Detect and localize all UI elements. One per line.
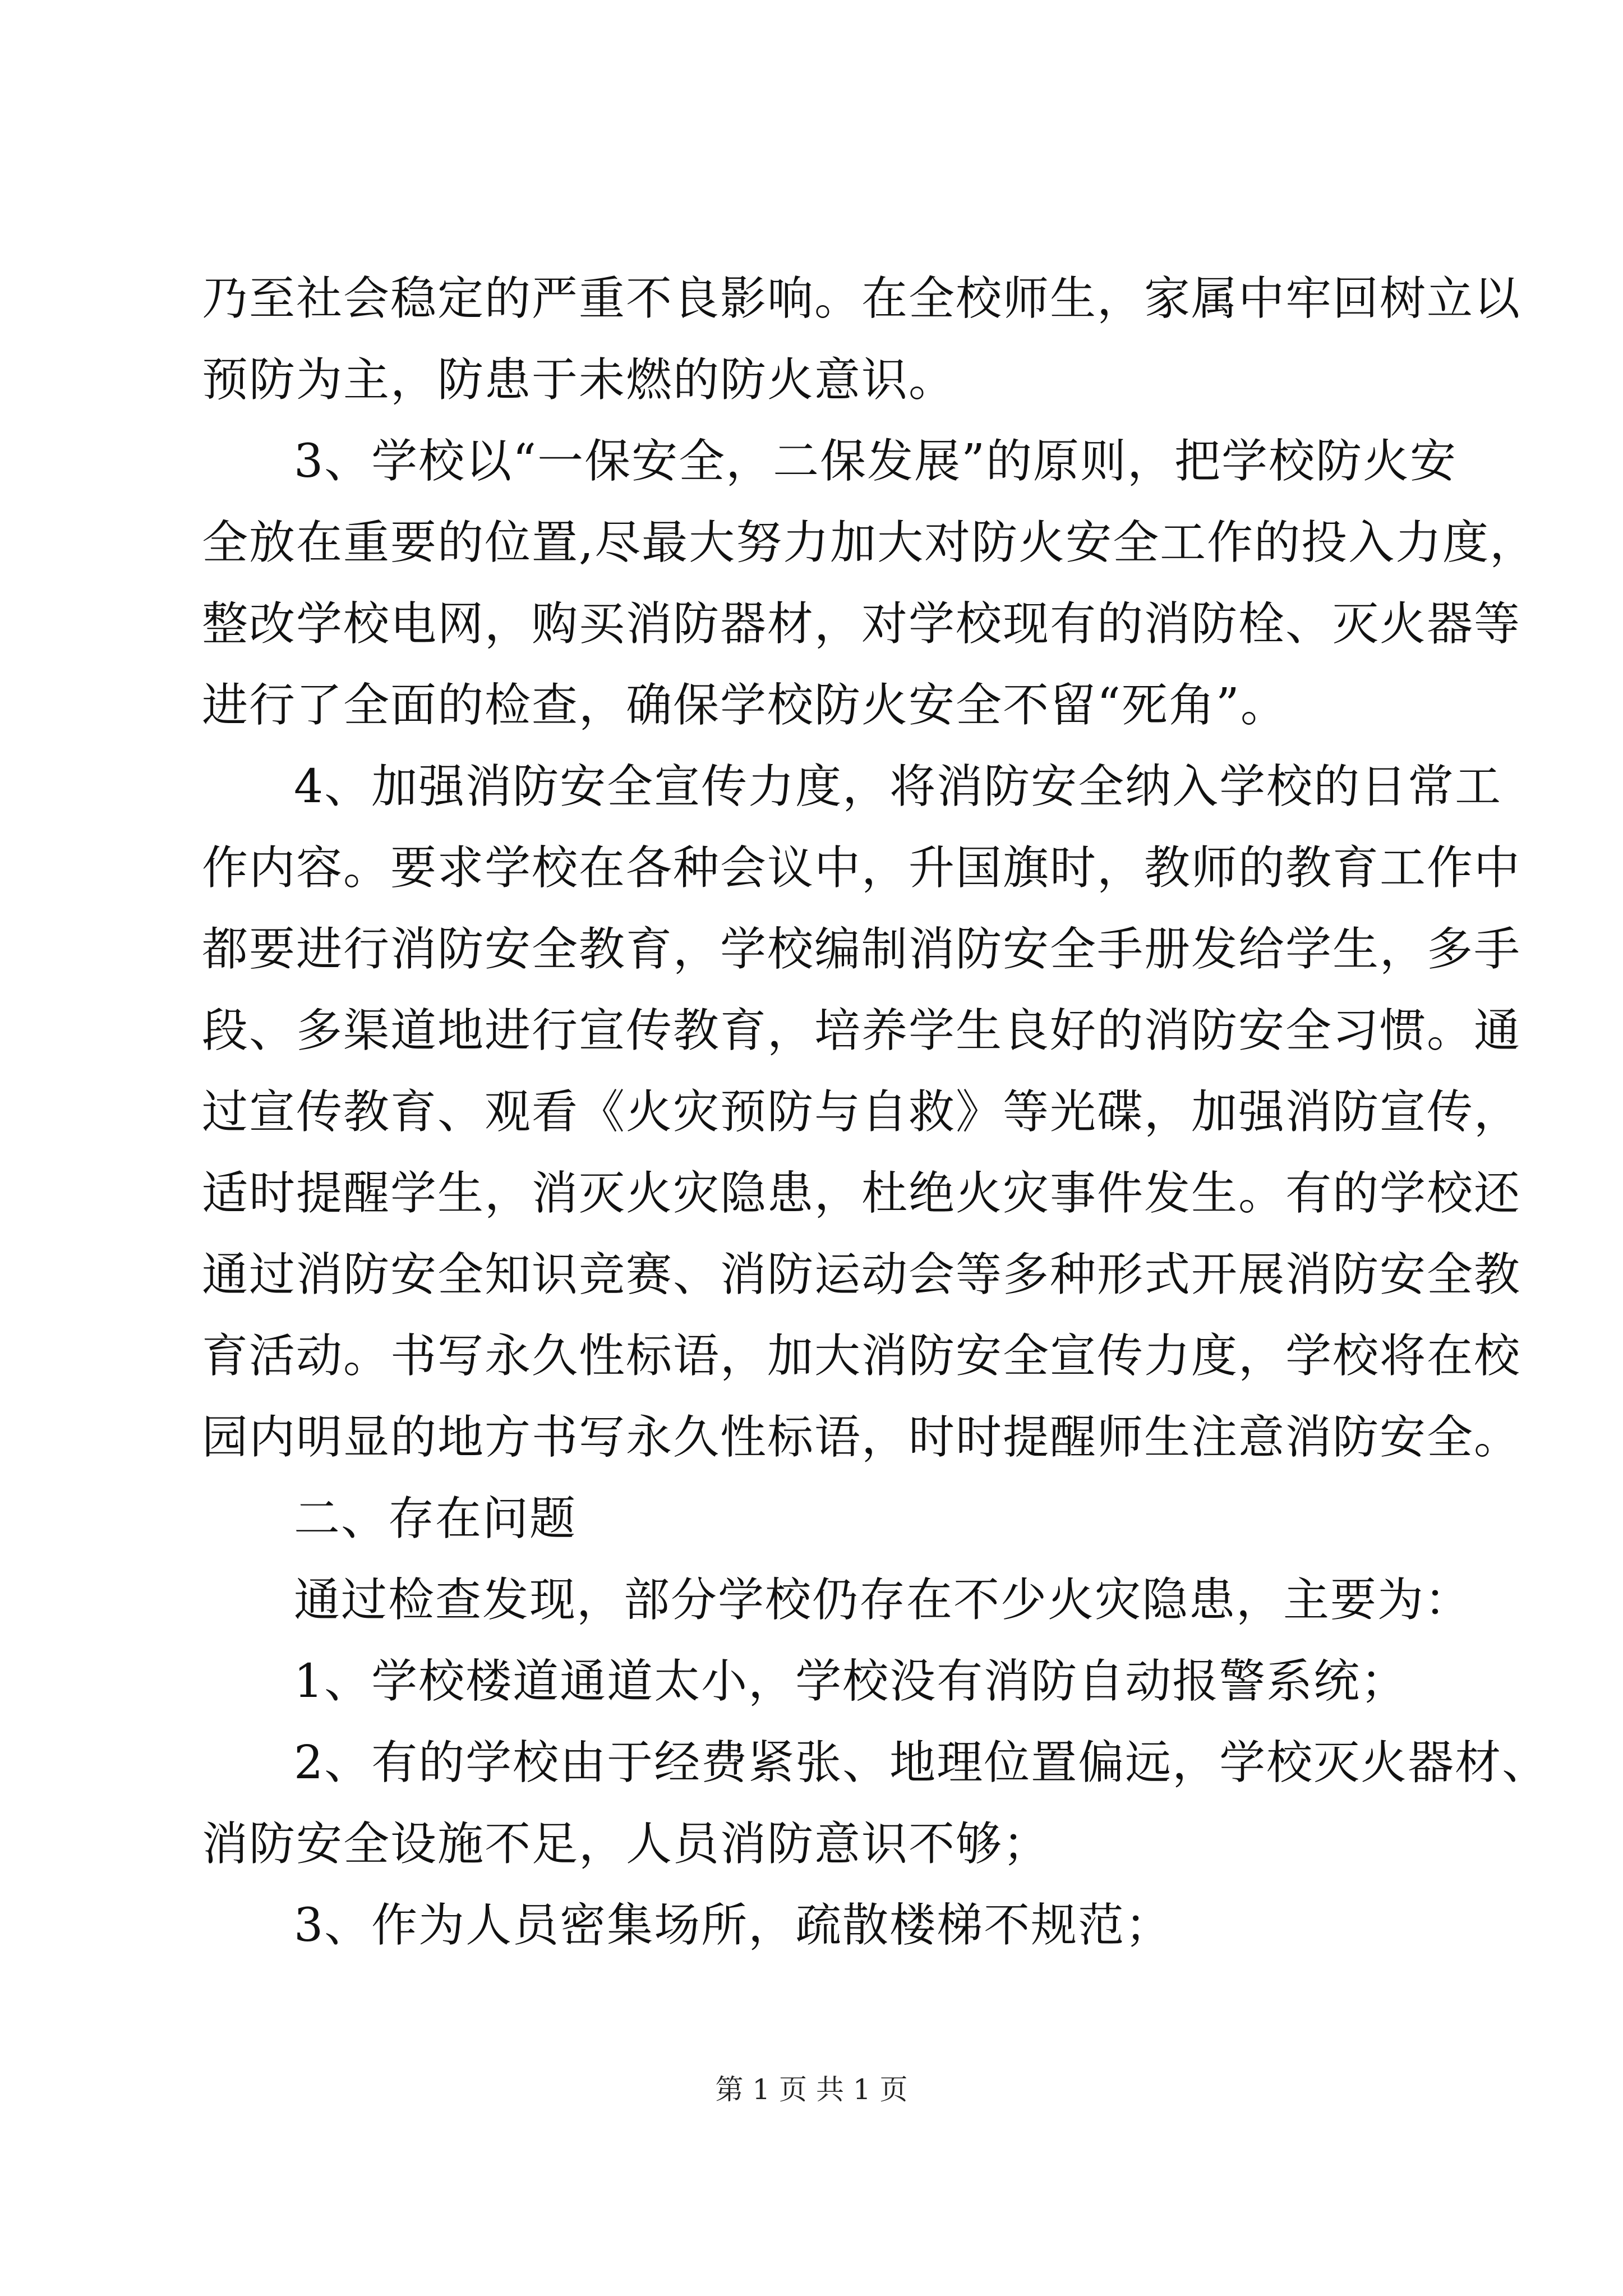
text-line: 作内容。要求学校在各种会议中，升国旗时，教师的教育工作中 [202, 841, 1521, 895]
paragraph-start-line: 4、加强消防安全宣传力度，将消防安全纳入学校的日常工 [294, 760, 1502, 813]
list-item: 2、有的学校由于经费紧张、地理位置偏远，学校灭火器材、 [294, 1736, 1550, 1789]
text-line: 预防为主，防患于未燃的防火意识。 [202, 353, 956, 407]
page-number-footer: 第 1 页 共 1 页 [715, 2073, 908, 2106]
text-line: 通过消防安全知识竞赛、消防运动会等多种形式开展消防安全教 [202, 1248, 1521, 1301]
text-line: 都要进行消防安全教育，学校编制消防安全手册发给学生，多手 [202, 923, 1521, 976]
text-line: 育活动。书写永久性标语，加大消防安全宣传力度，学校将在校 [202, 1329, 1521, 1383]
document-body [202, 258, 1550, 1966]
list-item: 1、学校楼道通道太小，学校没有消防自动报警系统； [294, 1655, 1408, 1708]
section-heading: 二、存在问题 [294, 1492, 577, 1545]
text-line: 过宣传教育、观看《火灾预防与自救》等光碟，加强消防宣传， [202, 1085, 1521, 1139]
text-line: 乃至社会稳定的严重不良影响。在全校师生，家属中牢回树立以 [202, 272, 1521, 325]
list-item: 3、作为人员密集场所，疏散楼梯不规范； [294, 1899, 1173, 1952]
text-line: 进行了全面的检查，确保学校防火安全不留“死角”。 [202, 679, 1288, 732]
paragraph-start-line: 3、学校以“一保安全，二保发展”的原则，把学校防火安 [294, 435, 1458, 488]
text-line: 消防安全设施不足，人员消防意识不够； [202, 1818, 1050, 1871]
text-line: 适时提醒学生，消灭火灾隐患，杜绝火灾事件发生。有的学校还 [202, 1167, 1521, 1220]
text-line: 园内明显的地方书写永久性标语，时时提醒师生注意消防安全。 [202, 1411, 1521, 1464]
text-line: 段、多渠道地进行宣传教育，培养学生良好的消防安全习惯。通 [202, 1004, 1521, 1057]
text-line: 整改学校电网，购买消防器材，对学校现有的消防栓、灭火器等 [202, 597, 1521, 651]
text-line: 全放在重要的位置,尽最大努力加大对防火安全工作的投入力度， [202, 516, 1537, 569]
paragraph-start-line: 通过检查发现，部分学校仍存在不少火灾隐患，主要为： [294, 1573, 1472, 1627]
